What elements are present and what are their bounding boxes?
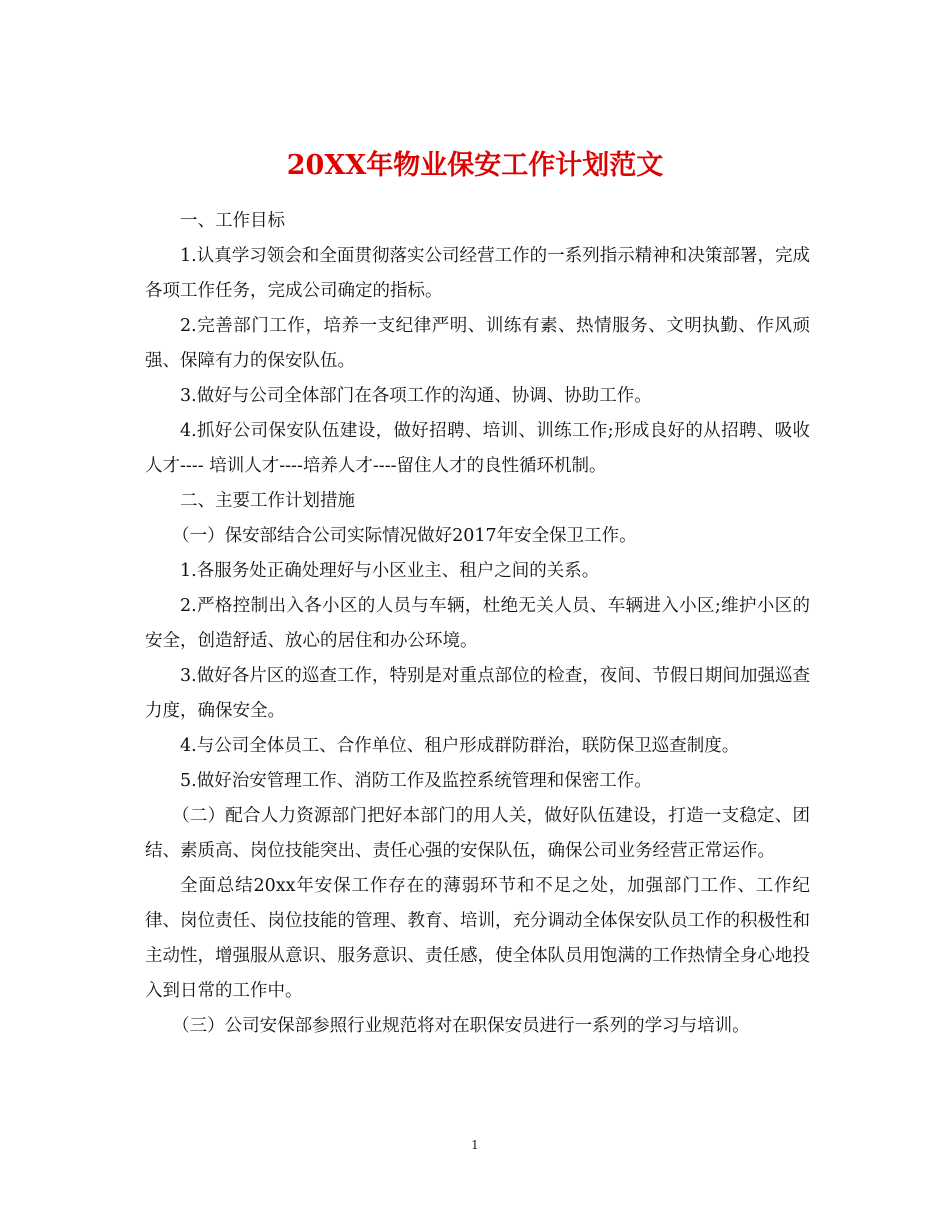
paragraph-goal-4: 4.抓好公司保安队伍建设，做好招聘、培训、训练工作;形成良好的从招聘、吸收人才---- 培训人才----培养人才----留住人才的良性循环机制。: [145, 421, 810, 476]
paragraph-measure-2: 2.严格控制出入各小区的人员与车辆，杜绝无关人员、车辆进入小区;维护小区的安全，创造舒适、放心的居住和办公环境。: [145, 596, 810, 651]
paragraph-summary: 全面总结20xx年安保工作存在的薄弱环节和不足之处，加强部门工作、工作纪律、岗位责任、岗位技能的管理、教育、培训，充分调动全体保安队员工作的积极性和主动性，增强服从意识、服务意识、责任感，使全体队员用饱满的工作热情全身心地投入到日常的工作中。: [145, 876, 810, 1001]
paragraph-goal-3: 3.做好与公司全体部门在各项工作的沟通、协调、协助工作。: [180, 386, 652, 406]
paragraph-goal-1: 1.认真学习领会和全面贯彻落实公司经营工作的一系列指示精神和决策部署，完成各项工作任务，完成公司确定的指标。: [145, 246, 810, 301]
document-title: 20XX年物业保安工作计划范文: [286, 150, 664, 182]
subsection-heading-3: （三）公司安保部参照行业规范将对在职保安员进行一系列的学习与培训。: [172, 1016, 750, 1036]
section-heading-goals: 一、工作目标: [180, 211, 285, 231]
section-heading-measures: 二、主要工作计划措施: [180, 491, 355, 511]
paragraph-measure-3: 3.做好各片区的巡查工作，特别是对重点部位的检查，夜间、节假日期间加强巡查力度，确保安全。: [145, 666, 810, 721]
subsection-heading-1: （一）保安部结合公司实际情况做好2017年安全保卫工作。: [172, 526, 637, 546]
paragraph-goal-2: 2.完善部门工作，培养一支纪律严明、训练有素、热情服务、文明执勤、作风顽强、保障有力的保安队伍。: [145, 316, 810, 371]
page-number: 1: [471, 1138, 479, 1152]
document-body: [145, 204, 810, 1044]
paragraph-measure-5: 5.做好治安管理工作、消防工作及监控系统管理和保密工作。: [180, 771, 652, 791]
paragraph-measure-4: 4.与公司全体员工、合作单位、租户形成群防群治，联防保卫巡查制度。: [180, 736, 740, 756]
paragraph-measure-1: 1.各服务处正确处理好与小区业主、租户之间的关系。: [180, 561, 600, 581]
subsection-heading-2: （二）配合人力资源部门把好本部门的用人关，做好队伍建设，打造一支稳定、团结、素质高、岗位技能突出、责任心强的安保队伍，确保公司业务经营正常运作。: [145, 806, 810, 861]
